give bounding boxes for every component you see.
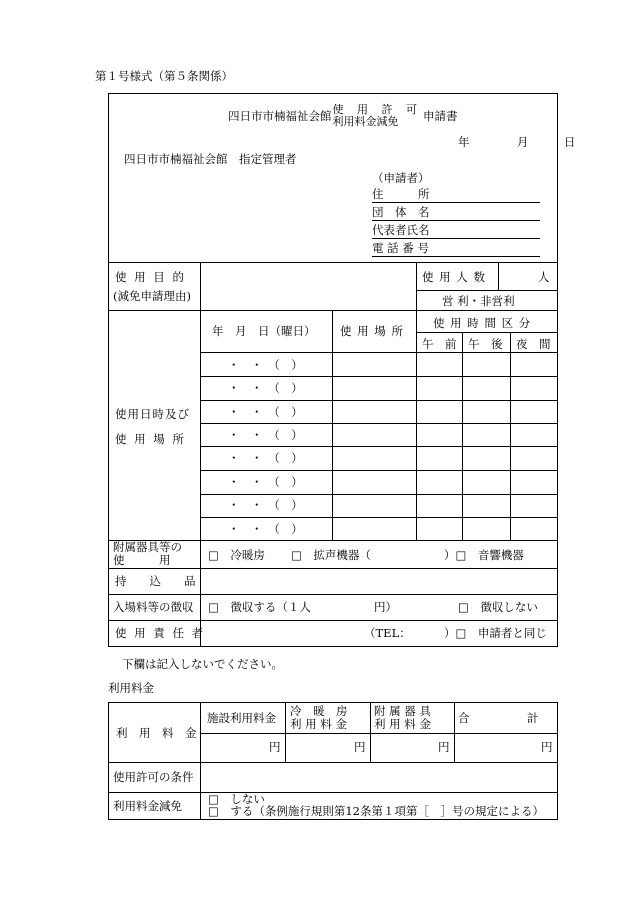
col-date-header: 年 月 日（曜日） <box>212 324 316 338</box>
profit-option[interactable]: 営 利・非営利 <box>442 294 515 308</box>
schedule-side-label: 使用日時及び <box>115 407 190 421</box>
applicant-phone-field[interactable]: 電 話 番 号 <box>372 240 540 257</box>
fee-col-facility: 施設利用料金 <box>207 711 276 725</box>
title-stack-bottom: 利用料金減免 <box>332 115 399 128</box>
office-use-note: 下欄は記入しないでください。 <box>122 657 283 671</box>
applicant-heading: （申請者） <box>372 171 430 185</box>
date-year: 年 <box>458 135 470 149</box>
schedule-row-7[interactable]: ・ ・ （ ） <box>228 498 303 512</box>
no-collect-checkbox[interactable]: □ 徴収しない <box>458 600 538 614</box>
title-prefix: 四日市市楠福祉会館 <box>228 109 332 123</box>
reduction-label: 利用料金減免 <box>113 799 182 813</box>
col-place-header: 使 用 場 所 <box>340 324 404 338</box>
applicant-address-field[interactable]: 住 所 <box>372 186 540 203</box>
col-morning: 午 前 <box>422 337 457 351</box>
fee-yen-3: 円 <box>438 740 450 754</box>
form-number-label: 第１号様式（第５条関係） <box>95 69 233 83</box>
schedule-place-label: 使 用 場 所 <box>115 432 186 446</box>
col-night: 夜 間 <box>516 337 551 351</box>
fee-yen-4: 円 <box>541 740 553 754</box>
fee-col-ac-bottom: 利 用 料 金 <box>290 717 347 731</box>
col-time-header: 使 用 時 間 区 分 <box>433 316 532 330</box>
schedule-row-2[interactable]: ・ ・ （ ） <box>228 381 303 395</box>
title-suffix: 申請書 <box>423 109 458 123</box>
purpose-label: 使 用 目 的 <box>115 270 186 284</box>
fee-col-total: 合 計 <box>458 711 539 725</box>
schedule-row-6[interactable]: ・ ・ （ ） <box>228 475 303 489</box>
speaker-checkbox[interactable]: □ 拡声機器（ <box>291 548 371 562</box>
admission-label: 入場料等の徴収 <box>113 600 194 614</box>
applicant-group-name-field[interactable]: 団 体 名 <box>372 204 540 221</box>
manager-label: 使 用 責 任 者 <box>115 626 206 640</box>
carry-in-label: 持 込 品 <box>115 574 196 588</box>
fee-col-equip-bottom: 利 用 料 金 <box>374 717 431 731</box>
title-stack-top: 使 用 許 可 <box>332 103 422 116</box>
applicant-representative-field[interactable]: 代表者氏名 <box>372 222 540 239</box>
reduction-yes-checkbox[interactable]: □ する（条例施行規則第12条第１項第［ ］号の規定による） <box>208 804 544 818</box>
fee-col-equip-top: 附 属 器 具 <box>374 704 431 718</box>
collect-checkbox[interactable]: □ 徴収する（１人 <box>208 600 311 614</box>
people-unit: 人 <box>538 270 550 284</box>
equipment-label-2: 使 用 <box>113 553 171 567</box>
col-afternoon: 午 後 <box>468 337 503 351</box>
collect-yen: 円） <box>374 600 397 614</box>
manager-tel[interactable]: （TEL： <box>364 626 411 640</box>
title-stack <box>333 104 423 128</box>
schedule-row-1[interactable]: ・ ・ （ ） <box>228 358 303 372</box>
date-day: 日 <box>563 135 576 149</box>
reduction-no-checkbox[interactable]: □ しない <box>208 792 265 806</box>
equipment-label: 附属器具等の <box>113 540 182 554</box>
schedule-row-3[interactable]: ・ ・ （ ） <box>228 405 303 419</box>
fee-label: 利 用 料 金 <box>116 726 197 740</box>
addressee: 四日市市楠福祉会館 指定管理者 <box>124 152 297 166</box>
audio-checkbox[interactable]: ）□ 音響機器 <box>444 548 524 562</box>
form-title <box>228 104 458 128</box>
conditions-label: 使用許可の条件 <box>113 770 194 784</box>
fee-col-ac-top: 冷 暖 房 <box>290 704 348 718</box>
reduction-reason-label: (減免申請理由) <box>113 289 191 303</box>
schedule-row-5[interactable]: ・ ・ （ ） <box>228 451 303 465</box>
fee-yen-1: 円 <box>269 740 281 754</box>
fee-yen-2: 円 <box>354 740 366 754</box>
date-line <box>458 134 575 150</box>
same-as-applicant-checkbox[interactable]: ）□ 申請者と同じ <box>444 626 547 640</box>
schedule-row-8[interactable]: ・ ・ （ ） <box>228 522 303 536</box>
ac-checkbox[interactable]: □ 冷暖房 <box>208 548 265 562</box>
fee-heading: 利用料金 <box>108 681 154 695</box>
schedule-row-4[interactable]: ・ ・ （ ） <box>228 428 303 442</box>
date-month: 月 <box>516 135 529 149</box>
people-count-label: 使 用 人 数 <box>422 270 486 284</box>
